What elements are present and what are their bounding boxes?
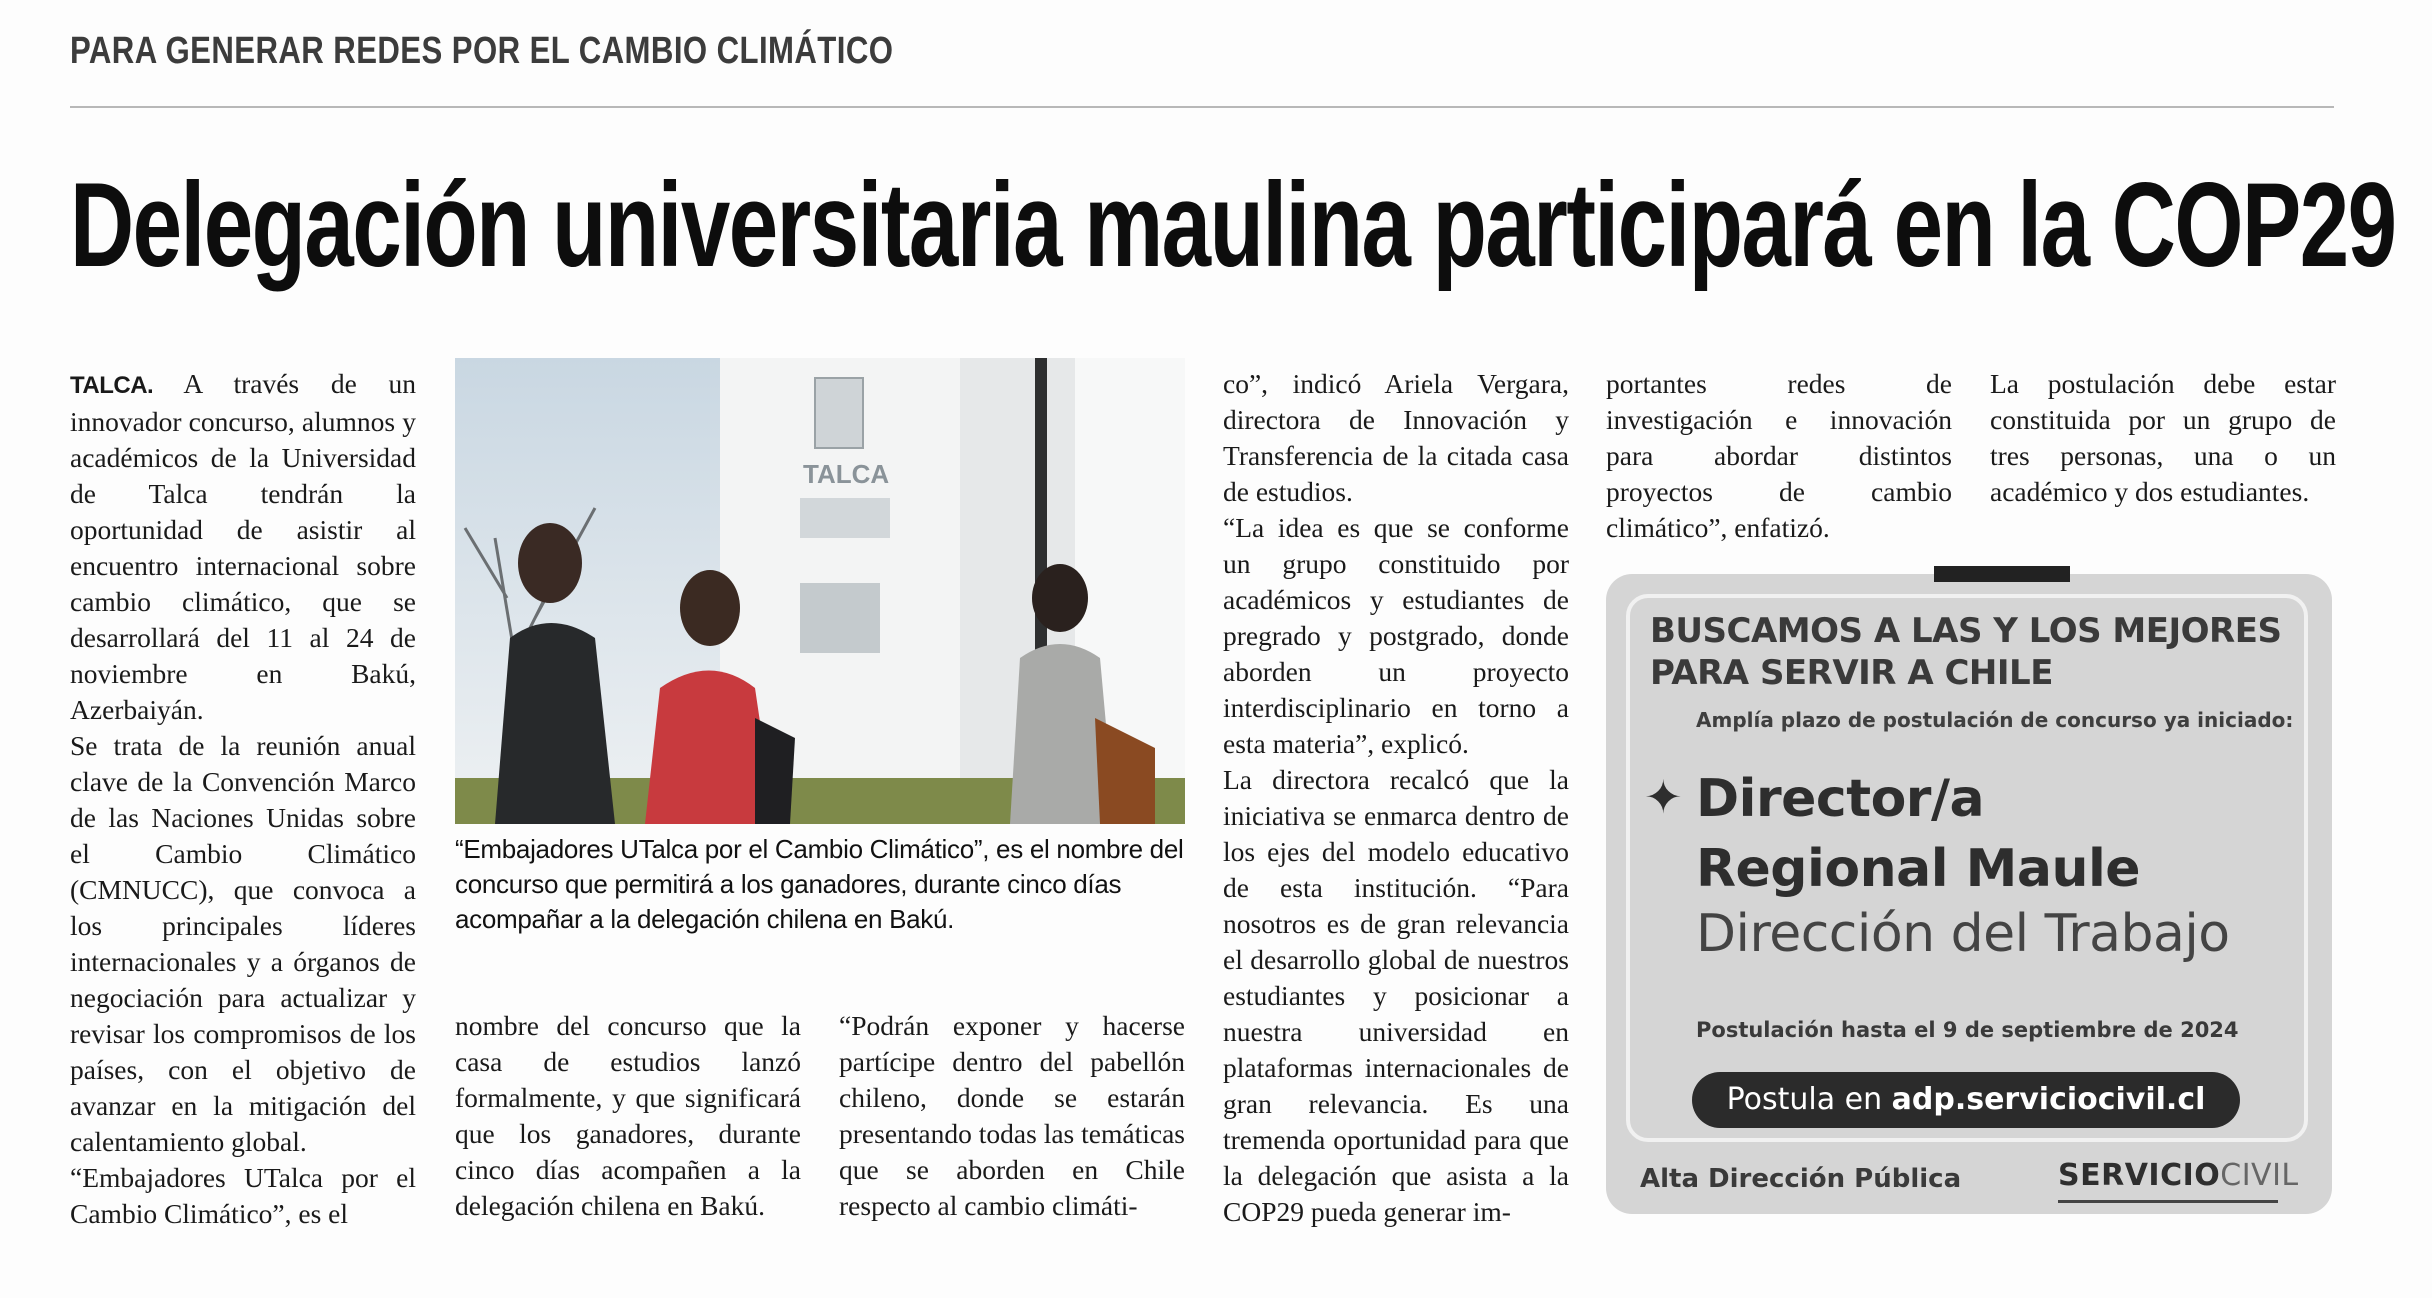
logo-part-1: SERVICIO	[2058, 1158, 2221, 1193]
apply-button-prefix: Postula en	[1726, 1082, 1892, 1117]
dateline: TALCA.	[70, 372, 154, 399]
star-icon: ✦	[1644, 772, 1683, 823]
kicker-rule	[70, 106, 2334, 108]
article-paragraph: “Embajadores UTalca por el Cambio Climático”, es el	[70, 1162, 416, 1229]
article-paragraph: La directora recalcó que la iniciativa se enmarca dentro de los ejes del modelo educativo de esta institución. “Para nosotros es de gran relevancia el desarrollo global de nuestros estudiantes y posicionar a nuestra universidad en plataformas internacionales de gran relevancia. Es una tremenda oportunidad para que la delegación que asista a la COP29 pueda generar im-	[1223, 764, 1569, 1227]
article-column-6	[1990, 366, 2336, 510]
ad-deadline: Postulación hasta el 9 de septiembre de 2024	[1696, 1018, 2239, 1042]
ad-organization: Dirección del Trabajo	[1696, 904, 2230, 964]
ad-title: BUSCAMOS A LAS Y LOS MEJORES PARA SERVIR A CHILE	[1650, 611, 2282, 693]
logo-underline	[2058, 1200, 2278, 1203]
article-paragraph: portantes redes de investigación e innovación para abordar distintos proyectos de cambio climático”, enfatizó.	[1606, 368, 1952, 543]
apply-url[interactable]: adp.serviciocivil.cl	[1891, 1082, 2206, 1117]
photo-caption: “Embajadores UTalca por el Cambio Climático”, es el nombre del concurso que permitirá a los ganadores, durante cinco días acompañar a la delegación chilena en Bakú.	[455, 834, 1184, 934]
ad-position	[1696, 764, 2140, 904]
apply-button[interactable]	[1692, 1072, 2240, 1128]
article-paragraph: “Podrán exponer y hacerse partícipe dentro del pabellón chileno, donde se estarán presentando todas las temáticas que se aborden en Chile respecto al cambio climáti-	[839, 1010, 1185, 1221]
ad-position-line-2: Regional Maule	[1696, 839, 2141, 899]
ad-subtitle: Amplía plazo de postulación de concurso ya iniciado:	[1696, 708, 2294, 732]
servicio-civil-logo	[2058, 1158, 2299, 1193]
students-photo-illustration	[455, 358, 1185, 824]
article-column-2	[455, 1008, 801, 1224]
article-column-4	[1223, 366, 1569, 1230]
building-sign-text: TALCA	[803, 459, 890, 489]
article-paragraph: Se trata de la reunión anual clave de la Convención Marco de las Naciones Unidas sobre el Cambio Climático (CMNUCC), que convoca a los principales líderes internacionales y a órganos de negociación para actualizar y revisar los compromisos de los países, con el objetivo de avanzar en la mitigación del calentamiento global.	[70, 730, 416, 1157]
ad-top-tab	[1934, 566, 2070, 582]
ad-footer-label: Alta Dirección Pública	[1640, 1164, 1962, 1194]
kicker: PARA GENERAR REDES POR EL CAMBIO CLIMÁTICO	[70, 30, 894, 72]
article-paragraph	[70, 366, 416, 728]
logo-part-2: CIVIL	[2220, 1158, 2299, 1193]
article-photo	[455, 358, 1185, 824]
article-paragraph: “La idea es que se conforme un grupo constituido por académicos y estudiantes de pregrado y postgrado, donde aborden un proyecto interdisciplinario en torno a esta materia”, explicó.	[1223, 512, 1569, 759]
job-advertisement	[1606, 574, 2332, 1214]
ad-position-line-1: Director/a	[1696, 769, 1985, 829]
article-column-1	[70, 366, 416, 1232]
article-paragraph: nombre del concurso que la casa de estudios lanzó formalmente, y que significará que los ganadores, durante cinco días acompañen a la delegación chilena en Bakú.	[455, 1010, 801, 1221]
article-column-5	[1606, 366, 1952, 546]
article-paragraph: co”, indicó Ariela Vergara, directora de Innovación y Transferencia de la citada casa de estudios.	[1223, 368, 1569, 507]
paragraph-text: A través de un innovador concurso, alumnos y académicos de la Universidad de Talca tendrán la oportunidad de asistir al encuentro internacional sobre cambio climático, que se desarrollará del 11 al 24 de noviembre en Bakú, Azerbaiyán.	[70, 368, 416, 725]
headline: Delegación universitaria maulina participará en la COP29	[70, 158, 2396, 292]
article-paragraph: La postulación debe estar constituida por un grupo de tres personas, una o un académico y dos estudiantes.	[1990, 368, 2336, 507]
article-column-3	[839, 1008, 1185, 1224]
